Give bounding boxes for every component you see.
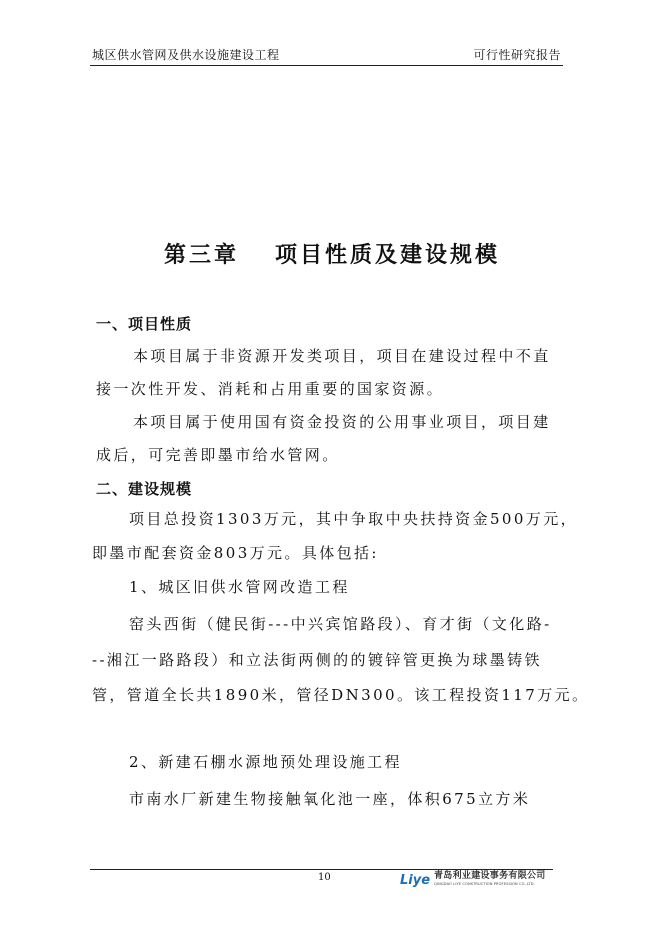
paragraph-line: 成后，可完善即墨市给水管网。 [96,446,340,464]
liye-logo-icon [400,871,430,887]
header-project-title: 城区供水管网及供水设施建设工程 [92,48,280,62]
footer-divider [90,869,553,870]
section-heading: 二、建设规模 [96,480,193,498]
paragraph-line: 本项目属于使用国有资金投资的公用事业项目，项目建 [133,413,551,431]
paragraph-line: 管，管道全长共1890米，管径DN300。该工程投资117万元。 [92,686,590,704]
company-name-cn: 青岛利业建设事务有限公司 [434,870,546,881]
paragraph-line: --湘江一路路段）和立法街两侧的的镀锌管更换为球墨铸铁 [92,651,542,669]
page-number: 10 [318,872,331,883]
chapter-title [164,238,500,269]
company-logo [400,871,546,887]
chapter-number: 第三章 [164,242,240,268]
header-divider [90,65,563,66]
svg-text:Liye: Liye [400,873,430,887]
section-heading: 一、项目性质 [96,315,193,333]
list-item-heading: 2、新建石棚水源地预处理设施工程 [129,753,402,771]
paragraph-line: 本项目属于非资源开发类项目，项目在建设过程中不直 [133,347,551,365]
paragraph-line: 接一次性开发、消耗和占用重要的国家资源。 [96,380,445,398]
list-item-heading: 1、城区旧供水管网改造工程 [129,578,350,596]
paragraph-line: 窑头西街（健民街---中兴宾馆路段）、育才街（文化路- [129,615,552,633]
paragraph-line: 市南水厂新建生物接触氧化池一座，体积675立方米 [129,790,531,808]
paragraph-line: 即墨市配套资金803万元。具体包括: [92,544,379,562]
header-document-type: 可行性研究报告 [473,48,561,62]
company-name-en: QINGDAO LIYE CONSTRUCTION PROFESSION CO.,LTD. [434,881,535,886]
chapter-name: 项目性质及建设规模 [275,242,501,268]
paragraph-line: 项目总投资1303万元，其中争取中央扶持资金500万元， [129,510,579,528]
